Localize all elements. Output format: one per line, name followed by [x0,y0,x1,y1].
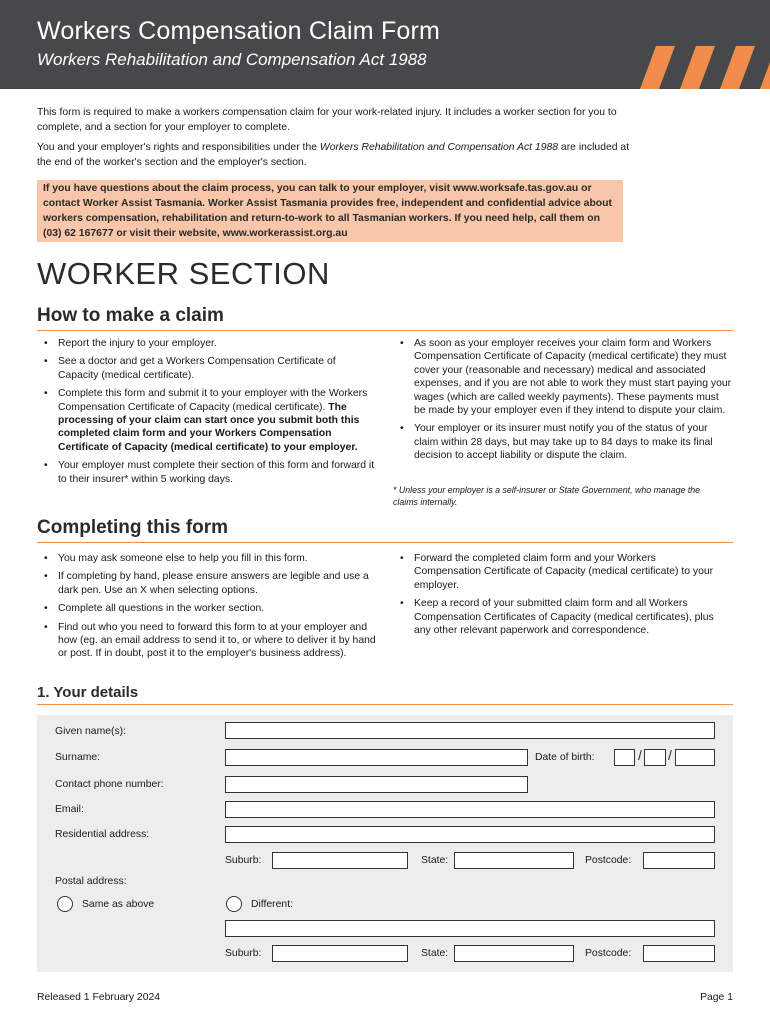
postal-state-input[interactable] [454,945,574,962]
your-details-heading: 1. Your details [37,684,733,705]
header-banner [0,0,770,89]
details-form [37,715,733,972]
intro-paragraph-1: This form is required to make a workers compensation claim for your work-related injury. It includes a worker section for you to complete, and a section for your employer to complete. [37,107,617,133]
list-item: • Keep a record of your submitted claim form and all Workers Compensation Certificates of Capacity (medical certificates), plus any other relevant paperwork and correspondence. [393,597,723,637]
different-radio[interactable] [226,896,242,912]
residential-input[interactable] [225,826,715,843]
postal-suburb-input[interactable] [272,945,408,962]
completing-right-list [393,552,723,642]
list-item: • Your employer must complete their section of this form and forward it to their insurer* within 5 working days. [37,459,377,486]
given-names-input[interactable] [225,722,715,739]
intro-p2-after: are included at the end of the worker's section and the employer's section. [37,142,630,168]
intro-p2-before: You and your employer's rights and responsibilities under the [37,142,320,153]
list-item: • Report the injury to your employer. [37,337,377,350]
list-item: • Your employer or its insurer must notify you of the status of your claim within 28 days, but may take up to 84 days to make its final decision to accept liability or dispute the claim. [393,422,733,462]
orange-stripes-decoration [620,46,770,89]
postal-postcode-input[interactable] [643,945,715,962]
list-item: • Complete all questions in the worker section. [37,602,377,615]
release-date: Released 1 February 2024 [37,992,161,1003]
postal-address-input[interactable] [225,920,715,937]
postal-label: Postal address: [55,876,127,887]
email-input[interactable] [225,801,715,818]
completing-left-list [37,552,377,666]
state-label: State: [421,948,449,959]
dob-year-input[interactable] [675,749,715,766]
how-to-heading: How to make a claim [37,305,733,331]
page-number: Page 1 [700,992,733,1003]
intro-text-2 [37,141,637,170]
list-item: • Find out who you need to forward this form to at your employer and how (eg. an email address to send it to, or where to deliver it by hand or post. If in doubt, post it to the employer's business address). [37,621,377,661]
dob-separator: / [668,747,672,763]
same-as-above-radio[interactable] [57,896,73,912]
suburb-label: Suburb: [225,855,262,866]
dob-label: Date of birth: [535,752,595,763]
dob-month-input[interactable] [644,749,666,766]
different-label: Different: [251,899,293,910]
phone-label: Contact phone number: [55,779,164,790]
list-item: • See a doctor and get a Workers Compensation Certificate of Capacity (medical certificate). [37,355,377,382]
how-to-left-list [37,337,377,491]
item3-bold: The processing of your claim can start once you submit both this completed claim form and your Workers Compensation Certificate of Capacity (medical certificate) to your employer. [58,401,360,453]
postcode-label: Postcode: [585,948,632,959]
residential-label: Residential address: [55,829,150,840]
help-notice: If you have questions about the claim process, you can talk to your employer, visit www.worksafe.tas.gov.au or contact Worker Assist Tasmania. Worker Assist Tasmania provides free, independent and confidential advice about workers compensation, rehabilitation and return-to-work to all Tasmanian workers. If you need help, call them on (03) 62 167677 or visit their website, www.workerassist.org.au [37,180,623,242]
dob-separator: / [638,747,642,763]
list-item: • As soon as your employer receives your claim form and Workers Compensation Certificate of Capacity (medical certificate) they must cover your (reasonable and necessary) medical and associated expenses, and if you are not able to work they must start paying your wages (which are called weekly payments). These payments must be made by your employer even if they intend to dispute your claim. [393,337,733,417]
list-item: • Forward the completed claim form and your Workers Compensation Certificate of Capacity (medical certificate) to your employer. [393,552,723,592]
surname-label: Surname: [55,752,101,763]
given-names-label: Given name(s): [55,726,127,737]
residential-state-input[interactable] [454,852,574,869]
item3-plain: Complete this form and submit it to your employer with the Workers Compensation Certificate of Capacity (medical certificate). [58,388,368,413]
section-title: WORKER SECTION [37,256,330,291]
act-name: Workers Rehabilitation and Compensation Act 1988 [319,142,559,153]
list-item: • If completing by hand, please ensure answers are legible and use a dark pen. Use an X when selecting options. [37,570,377,597]
intro-text [37,106,637,135]
form-subtitle: Workers Rehabilitation and Compensation Act 1988 [37,50,427,69]
completing-heading: Completing this form [37,517,733,543]
form-title: Workers Compensation Claim Form [37,17,441,45]
intro-paragraph-2 [37,141,637,170]
residential-suburb-input[interactable] [272,852,408,869]
state-label: State: [421,855,449,866]
dob-day-input[interactable] [614,749,635,766]
footnote: * Unless your employer is a self-insurer or State Government, who manage the claims internally. [393,485,701,507]
postcode-label: Postcode: [585,855,632,866]
residential-postcode-input[interactable] [643,852,715,869]
suburb-label: Suburb: [225,948,262,959]
surname-input[interactable] [225,749,528,766]
same-as-above-label: Same as above [82,899,155,910]
email-label: Email: [55,804,84,815]
phone-input[interactable] [225,776,528,793]
how-to-right-list [393,337,733,468]
list-item [37,387,377,454]
list-item: • You may ask someone else to help you fill in this form. [37,552,377,565]
